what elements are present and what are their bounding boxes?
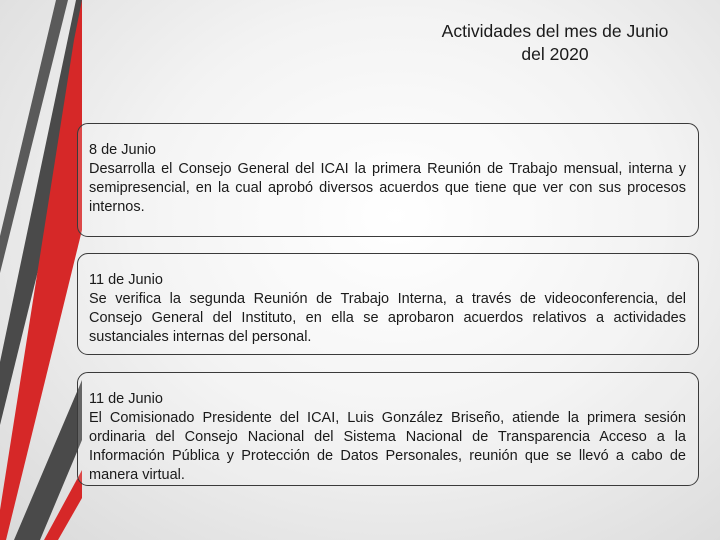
page-title-line-1: Actividades del mes de Junio: [441, 21, 669, 41]
page-title-line-2: del 2020: [521, 44, 589, 64]
activity-date: 8 de Junio: [89, 142, 156, 158]
activity-description: Desarrolla el Consejo General del ICAI la primera Reunión de Trabajo mensual, interna y semipresencial, en la cual aprobó diversos acuerdos que tiene que ver con sus procesos internos.: [89, 161, 686, 215]
activity-card: [77, 253, 699, 355]
activity-date: 11 de Junio: [89, 272, 163, 288]
activity-description: El Comisionado Presidente del ICAI, Luis González Briseño, atiende la primera sesión ordinaria del Consejo Nacional del Sistema Nacional de Transparencia Acceso a la Información Pública y Protección de Datos Personales, reunión que se llevó a cabo de manera virtual.: [89, 410, 686, 483]
activity-card: [77, 123, 699, 237]
activity-description: Se verifica la segunda Reunión de Trabajo Interna, a través de videoconferencia, del Consejo General del Instituto, en ella se aprobaron acuerdos relativos a actividades sustanciales internas del personal.: [89, 291, 686, 345]
page-title: [390, 20, 720, 66]
activity-card: [77, 372, 699, 486]
activity-date: 11 de Junio: [89, 391, 163, 407]
